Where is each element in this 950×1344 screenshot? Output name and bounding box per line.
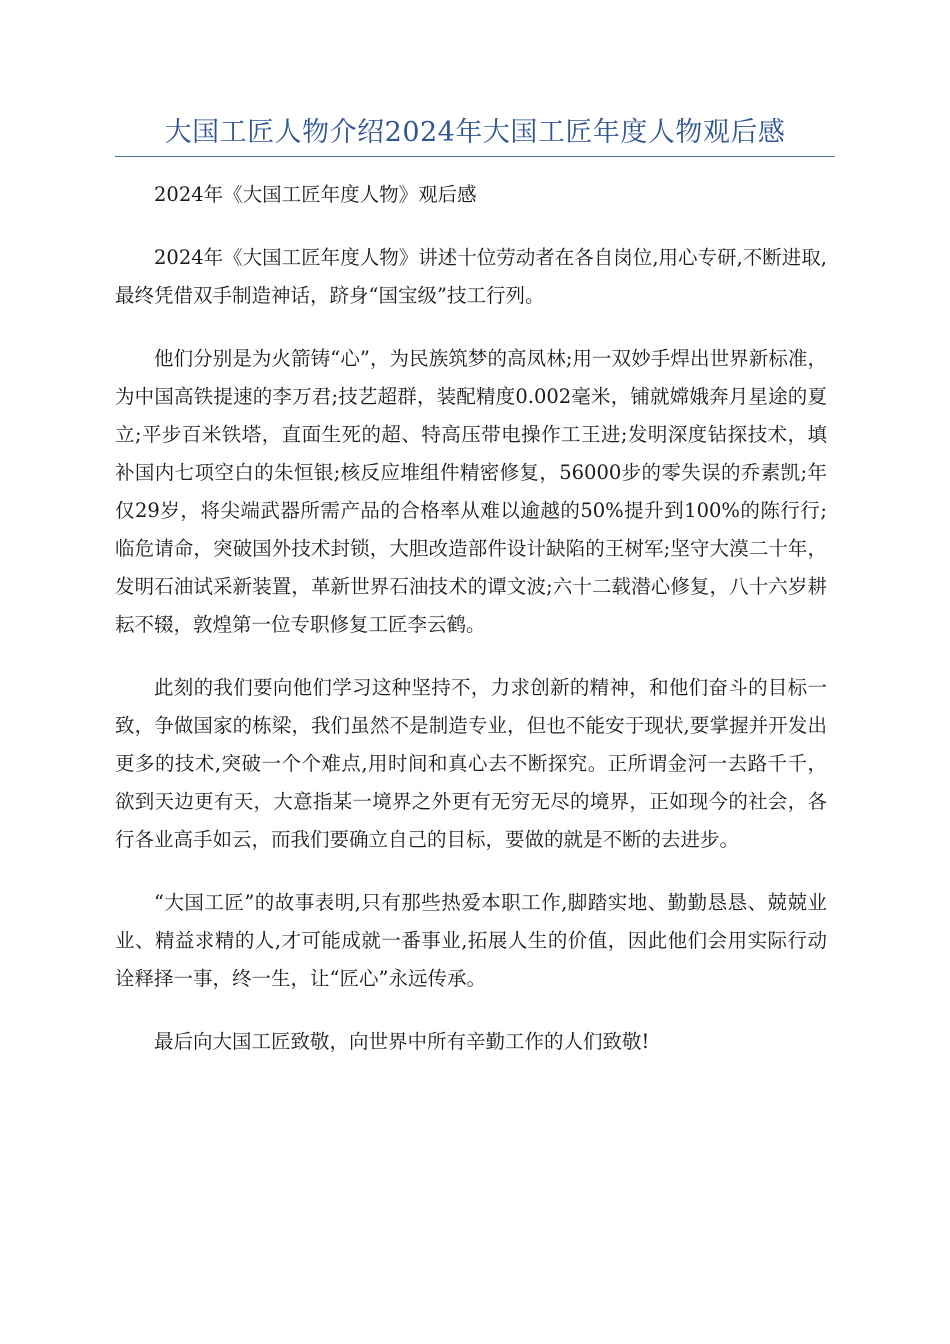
conclusion-paragraph: “大国工匠”的故事表明,只有那些热爱本职工作,脚踏实地、勤勤恳恳、兢兢业业、精益求精的人,才可能成就一番事业,拓展人生的价值，因此他们会用实际行动诠释择一事，终一生，让“匠心”永远传承。	[115, 891, 827, 990]
closing-paragraph: 最后向大国工匠致敬，向世界中所有辛勤工作的人们致敬!	[154, 1030, 650, 1053]
subtitle-paragraph: 2024年《大国工匠年度人物》观后感	[154, 183, 477, 206]
document-body	[115, 176, 827, 1086]
reflection-paragraph: 此刻的我们要向他们学习这种坚持不，力求创新的精神，和他们奋斗的目标一致，争做国家的栋梁，我们虽然不是制造专业，但也不能安于现状,要掌握并开发出更多的技术,突破一个个难点,用时间和真心去不断探究。正所谓金河一去路千千，欲到天边更有天，大意指某一境界之外更有无穷无尽的境界，正如现今的社会，各行各业高手如云，而我们要确立自己的目标，要做的就是不断的去进步。	[115, 676, 827, 851]
title-block	[115, 112, 835, 157]
document-title: 大国工匠人物介绍2024年大国工匠年度人物观后感	[164, 117, 786, 148]
intro-paragraph: 2024年《大国工匠年度人物》讲述十位劳动者在各自岗位,用心专研,不断进取,最终凭借双手制造神话，跻身“国宝级”技工行列。	[115, 246, 827, 307]
figures-paragraph: 他们分别是为火箭铸“心”，为民族筑梦的高凤林;用一双妙手焊出世界新标准，为中国高铁提速的李万君;技艺超群，装配精度0.002毫米，铺就嫦娥奔月星途的夏立;平步百米铁塔，直面生死的超、特高压带电操作工王进;发明深度钻探技术，填补国内七项空白的朱恒银;核反应堆组件精密修复，56000步的零失误的乔素凯;年仅29岁，将尖端武器所需产品的合格率从难以逾越的50%提升到100%的陈行行;临危请命，突破国外技术封锁，大胆改造部件设计缺陷的王树军;坚守大漠二十年，发明石油试采新装置，革新世界石油技术的谭文波;六十二载潜心修复，八十六岁耕耘不辍，敦煌第一位专职修复工匠李云鹤。	[115, 347, 827, 636]
